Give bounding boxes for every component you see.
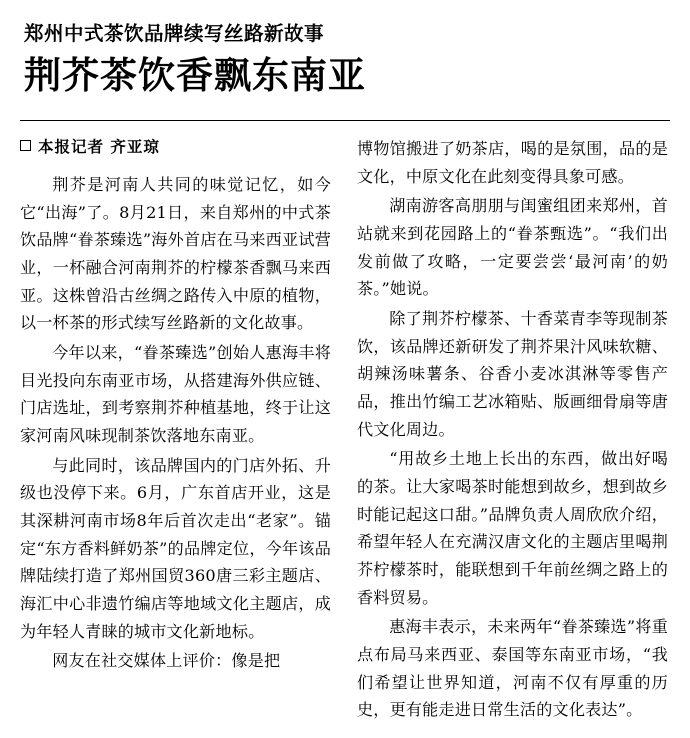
header-divider	[20, 120, 670, 121]
main-headline: 荆芥茶饮香飘东南亚	[24, 54, 366, 98]
paragraph: “用故乡土地上长出的东西，做出好喝的茶。让大家喝茶时能想到故乡，想到故乡时能记起这口甜。”品牌负责人周欣欣介绍，希望年轻人在充满汉唐文化的主题店里喝荆芥柠檬茶时，能联想到千年前丝绸之路上的香料贸易。	[357, 449, 668, 607]
paragraph: 除了荆芥柠檬茶、十香菜青李等现制茶饮，该品牌还新研发了荆芥果汁风味软糖、胡辣汤味薯条、谷香小麦冰淇淋等零售产品，推出竹编工艺冰箱贴、版画细骨扇等唐代文化周边。	[357, 308, 668, 439]
paragraph: 网友在社交媒体上评价：像是把	[52, 651, 281, 671]
paragraph: 今年以来，“眷茶臻选”创始人惠海丰将目光投向东南亚市场，从搭建海外供应链、门店选址，到考察荆芥种植基地，终于让这家河南风味现制茶饮落地东南亚。	[20, 342, 331, 445]
byline-square-icon	[20, 140, 31, 151]
paragraph: 惠海丰表示，未来两年“眷茶臻选”将重点布局马来西亚、泰国等东南亚市场，“我们希望让世界知道，河南不仅有厚重的历史，更有能走进日常生活的文化表达”。	[357, 617, 668, 720]
paragraph: 博物馆搬进了奶茶店，喝的是氛围，品的是文化，中原文化在此刻变得具象可感。	[357, 138, 668, 186]
left-column	[20, 135, 331, 677]
byline-text: 本报记者 齐亚琼	[38, 137, 160, 156]
shoulder-title: 郑州中式茶饮品牌续写丝路新故事	[24, 22, 325, 45]
article-columns	[20, 135, 670, 726]
paragraph: 湖南游客高朋朋与闺蜜组团来郑州，首站就来到花园路上的“眷茶甄选”。“我们出发前做了攻略，一定要尝尝‘最河南’的奶茶。”她说。	[357, 196, 668, 299]
right-column	[357, 135, 668, 726]
paragraph: 荆芥是河南人共同的味觉记忆，如今它“出海”了。8月21日，来自郑州的中式茶饮品牌“眷茶臻选”海外首店在马来西亚试营业，一杯融合河南荆芥的柠檬茶香飘马来西亚。这株曾沿古丝绸之路传入中原的植物，以一杯茶的形式续写丝路新的文化故事。	[20, 174, 331, 333]
byline	[20, 135, 331, 157]
paragraph: 与此同时，该品牌国内的门店外拓、升级也没停下来。6月，广东首店开业，这是其深耕河南市场8年后首次走出“老家”。锚定“东方香料鲜奶茶”的品牌定位，今年该品牌陆续打造了郑州国贸360唐三彩主题店、海汇中心非遗竹编店等地域文化主题店，成为年轻人青睐的城市文化新地标。	[20, 455, 331, 641]
